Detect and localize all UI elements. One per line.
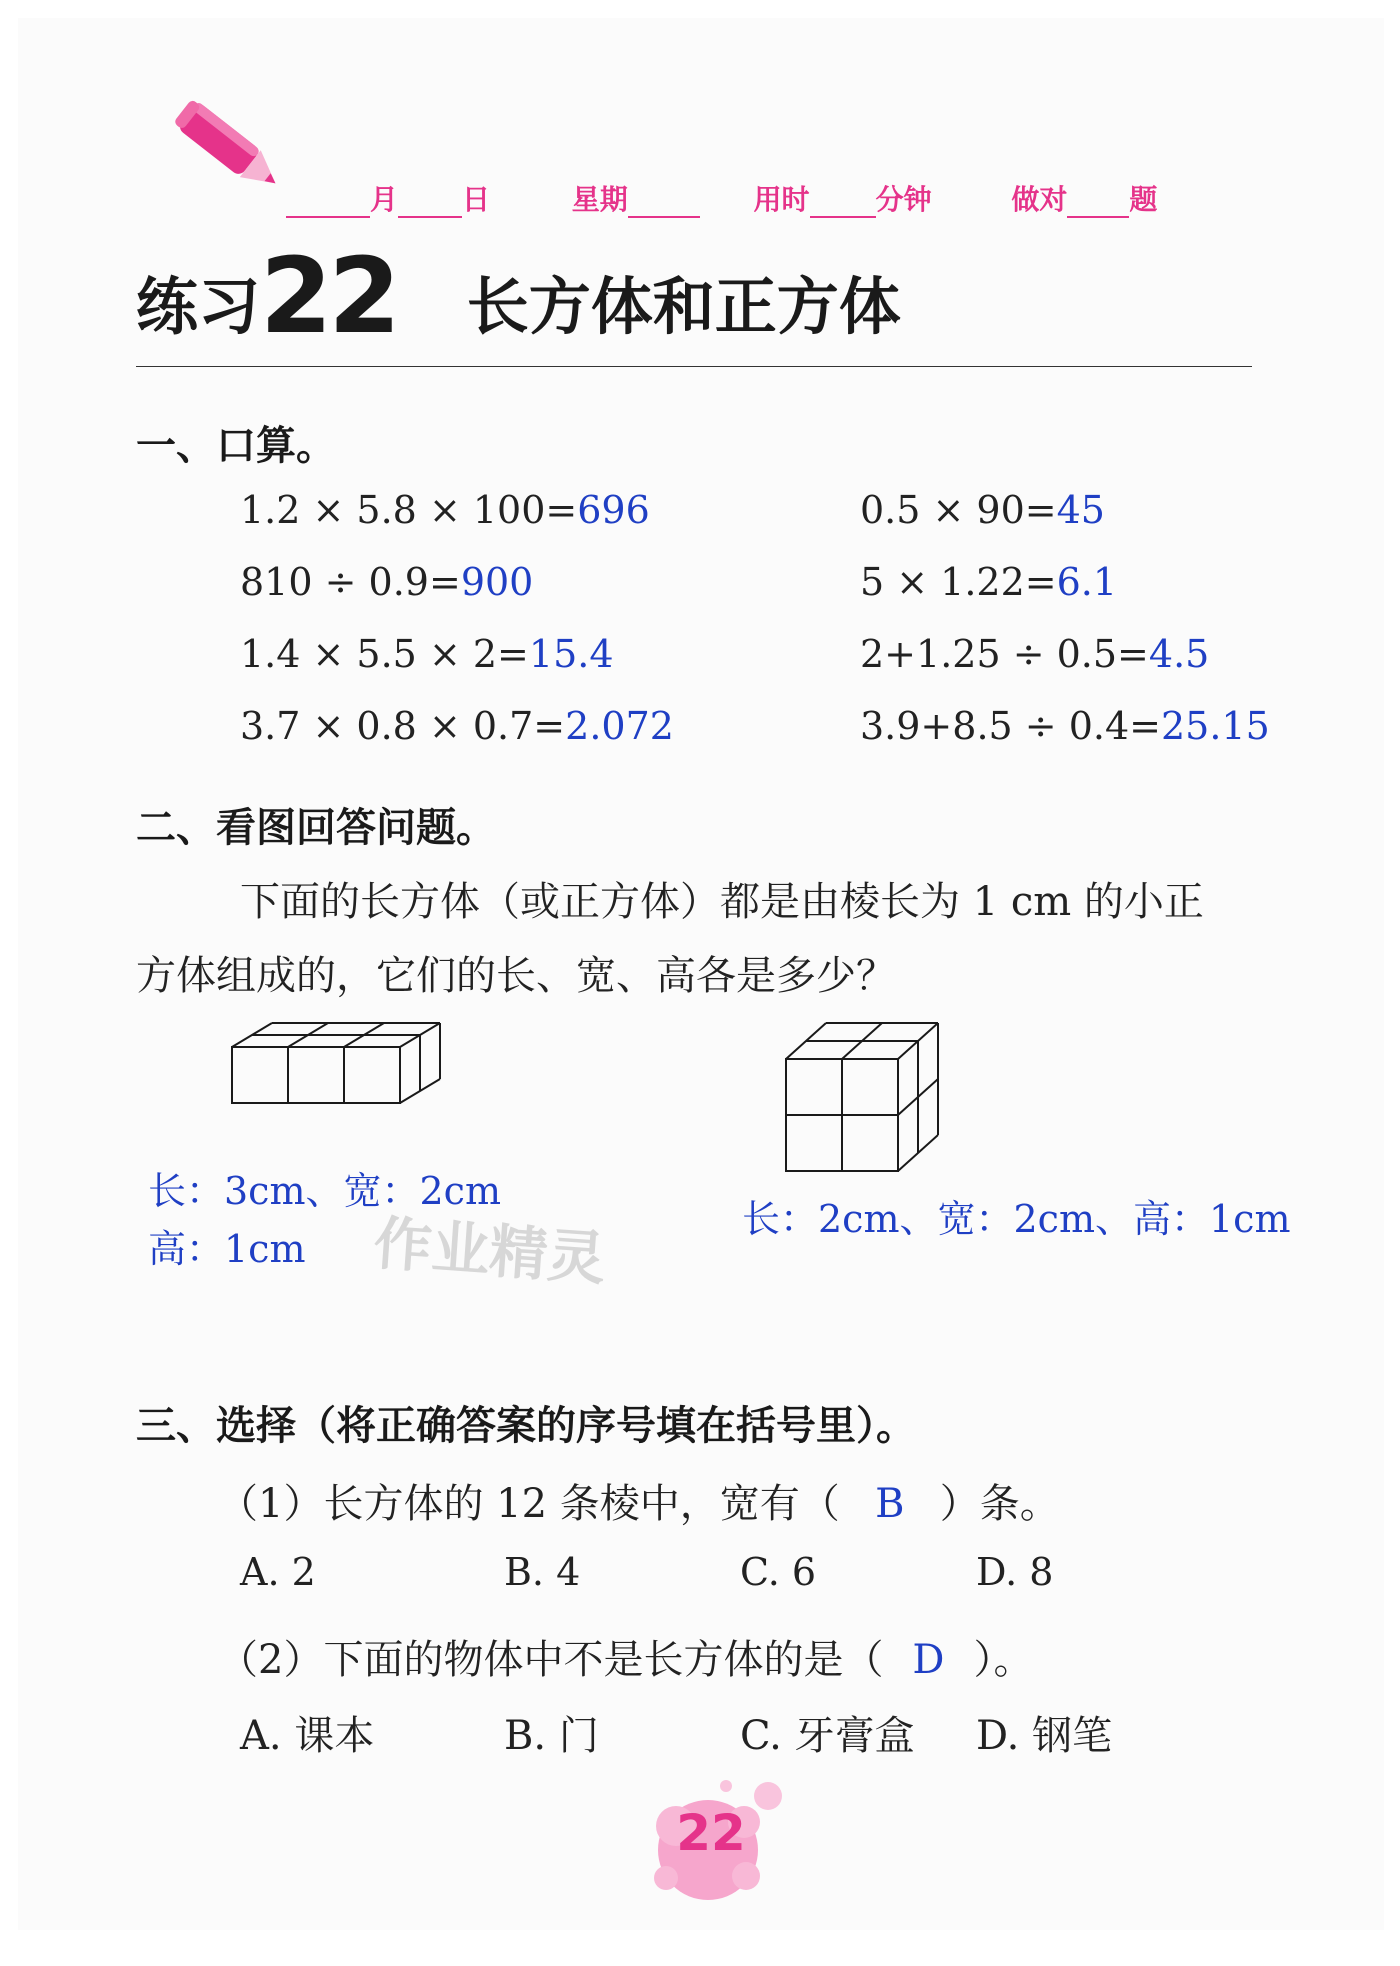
calc-answer: 4.5 bbox=[1148, 632, 1210, 676]
minutes-blank[interactable] bbox=[810, 212, 876, 218]
choice-answer-1: B bbox=[875, 1481, 905, 1527]
option-a: A. 2 bbox=[240, 1550, 316, 1594]
time-used-label: 用时 bbox=[753, 183, 810, 216]
day-blank[interactable] bbox=[398, 212, 462, 218]
calc-answer: 900 bbox=[460, 560, 534, 604]
calc-item: 1.4 × 5.5 × 2=15.4 bbox=[240, 632, 614, 676]
title-topic: 长方体和正方体 bbox=[466, 270, 901, 343]
calc-item: 0.5 × 90=45 bbox=[860, 488, 1105, 532]
month-blank[interactable] bbox=[286, 212, 370, 218]
calc-answer: 2.072 bbox=[565, 704, 674, 748]
choice-question-1: （1）长方体的 12 条棱中，宽有（ B ）条。 bbox=[218, 1481, 1060, 1527]
calc-answer: 25.15 bbox=[1160, 704, 1270, 748]
choice-answer-2: D bbox=[912, 1637, 945, 1683]
workbook-page bbox=[18, 18, 1384, 1930]
answer-right: 长：2cm、宽：2cm、高：1cm bbox=[742, 1197, 1291, 1241]
correct-label: 做对 bbox=[1011, 183, 1068, 216]
section3-heading: 三、选择（将正确答案的序号填在括号里）。 bbox=[136, 1403, 916, 1449]
questions-label: 题 bbox=[1129, 183, 1158, 216]
cube-figure bbox=[768, 1003, 988, 1183]
title-prefix: 练习 bbox=[136, 270, 261, 343]
page-title bbox=[136, 235, 901, 357]
header-info bbox=[286, 178, 1157, 218]
calc-item: 810 ÷ 0.9=900 bbox=[240, 560, 534, 604]
answer-left-2: 高：1cm bbox=[148, 1227, 306, 1271]
calc-answer: 15.4 bbox=[528, 632, 614, 676]
month-label: 月 bbox=[370, 183, 399, 216]
weekday-label: 星期 bbox=[571, 183, 628, 216]
title-divider bbox=[136, 366, 1252, 367]
question-text: 方体组成的，它们的长、宽、高各是多少？ bbox=[136, 953, 896, 999]
choice-question-2: （2）下面的物体中不是长方体的是（ D ）。 bbox=[218, 1637, 1034, 1683]
option-d: D. 钢笔 bbox=[976, 1713, 1113, 1759]
calc-answer: 6.1 bbox=[1056, 560, 1118, 604]
calc-item: 3.9+8.5 ÷ 0.4=25.15 bbox=[860, 704, 1270, 748]
calc-answer: 696 bbox=[577, 488, 650, 532]
title-number: 22 bbox=[260, 235, 397, 357]
option-c: C. 牙膏盒 bbox=[740, 1713, 915, 1759]
calc-item: 1.2 × 5.8 × 100=696 bbox=[240, 488, 650, 532]
section1-heading: 一、口算。 bbox=[136, 423, 336, 469]
calc-item: 3.7 × 0.8 × 0.7=2.072 bbox=[240, 704, 674, 748]
page-number: 22 bbox=[676, 1804, 746, 1862]
option-b: B. 门 bbox=[504, 1713, 599, 1759]
question-text: 下面的长方体（或正方体）都是由棱长为 1 cm 的小正 bbox=[240, 879, 1204, 925]
weekday-blank[interactable] bbox=[628, 212, 700, 218]
option-a: A. 课本 bbox=[240, 1713, 375, 1759]
answer-left-1: 长：3cm、宽：2cm bbox=[148, 1169, 501, 1213]
option-c: C. 6 bbox=[740, 1550, 817, 1594]
section2-heading: 二、看图回答问题。 bbox=[136, 805, 496, 851]
calc-answer: 45 bbox=[1056, 488, 1105, 532]
calc-item: 2+1.25 ÷ 0.5=4.5 bbox=[860, 632, 1210, 676]
option-d: D. 8 bbox=[976, 1550, 1054, 1594]
correct-blank[interactable] bbox=[1067, 212, 1129, 218]
calc-item: 5 × 1.22=6.1 bbox=[860, 560, 1118, 604]
minutes-label: 分钟 bbox=[875, 183, 932, 216]
watermark-text: 作业精灵 bbox=[371, 1208, 608, 1293]
cuboid-figure bbox=[212, 1003, 472, 1133]
day-label: 日 bbox=[462, 183, 491, 216]
option-b: B. 4 bbox=[504, 1550, 581, 1594]
pencil-icon bbox=[166, 96, 296, 206]
